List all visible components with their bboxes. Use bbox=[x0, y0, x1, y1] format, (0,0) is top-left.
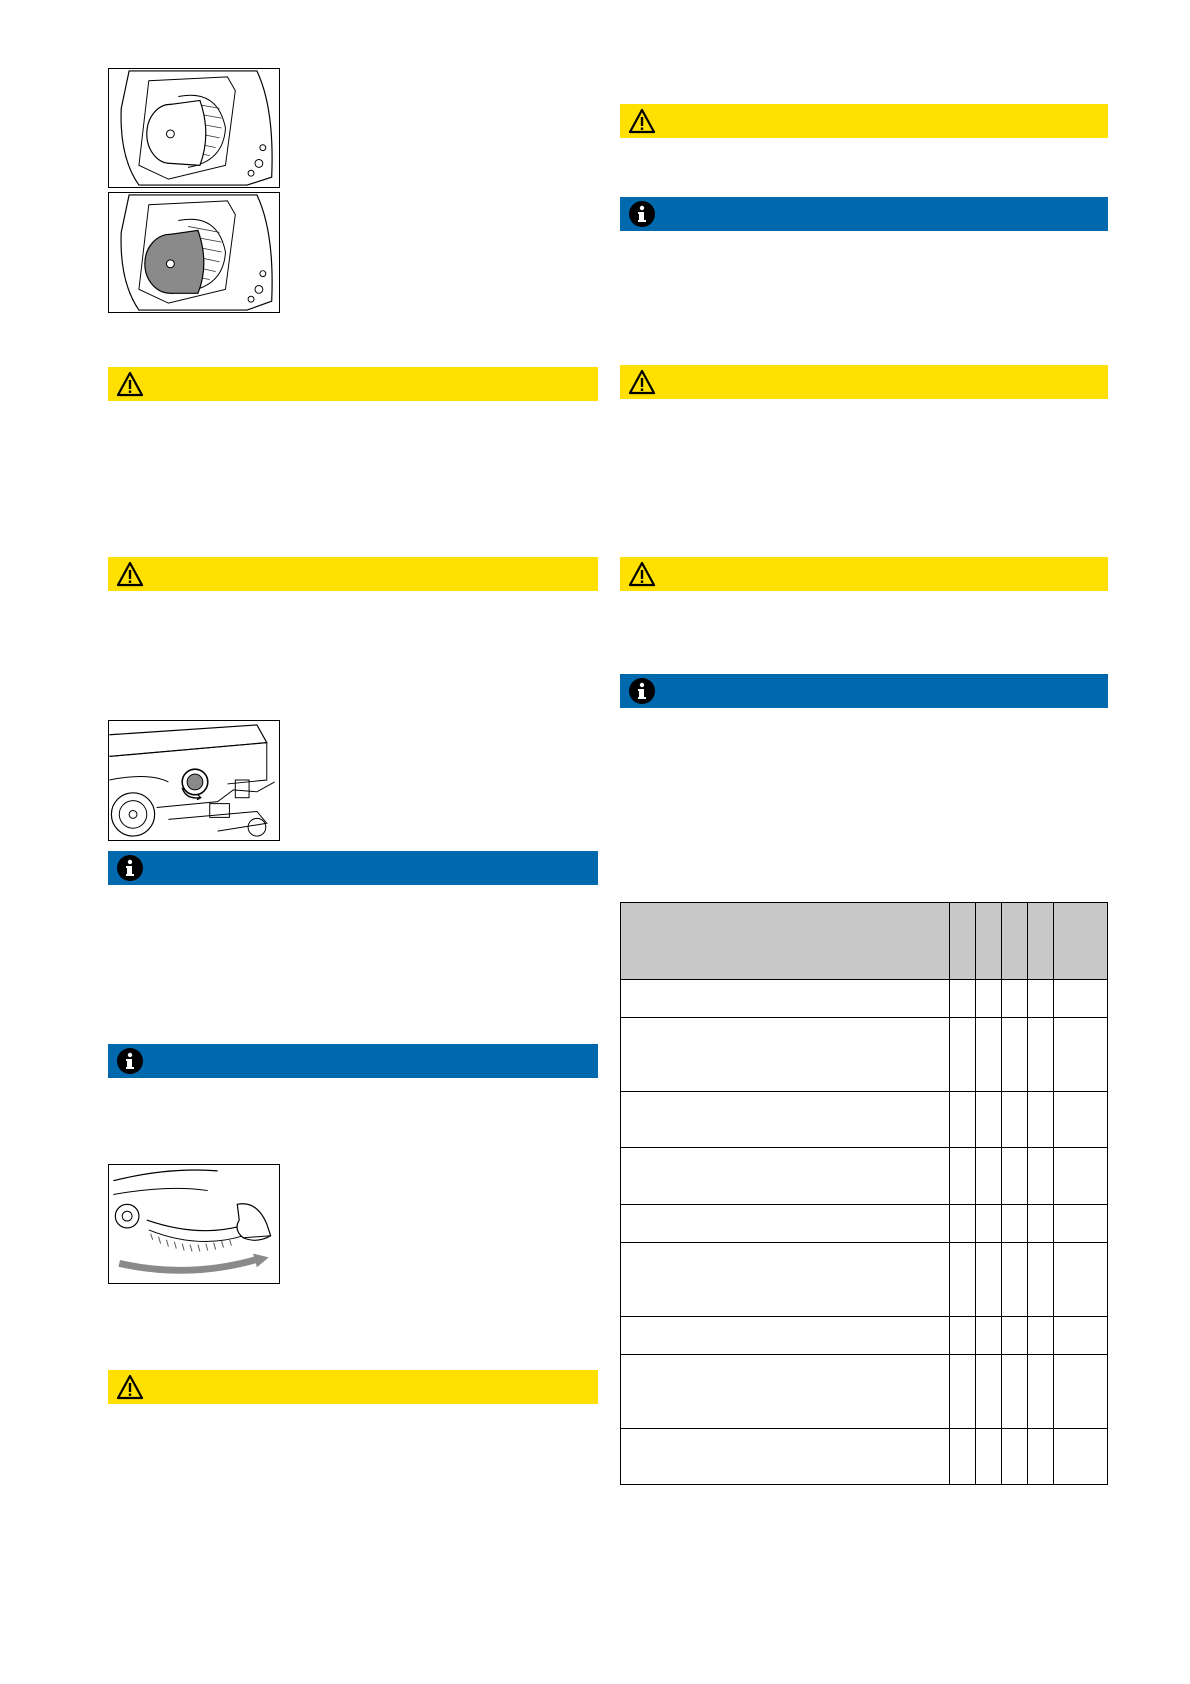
info-bar bbox=[108, 851, 598, 885]
table-row bbox=[621, 1243, 1108, 1317]
warning-bar bbox=[108, 1370, 598, 1404]
table-cell bbox=[1028, 1243, 1054, 1317]
table-cell bbox=[1028, 1355, 1054, 1429]
table-cell bbox=[621, 1355, 950, 1429]
table-cell bbox=[950, 980, 976, 1018]
figure-brush-foot bbox=[108, 1164, 280, 1284]
table-cell bbox=[1054, 980, 1108, 1018]
table-cell bbox=[976, 1092, 1002, 1148]
brush-foot-illustration bbox=[109, 1165, 279, 1283]
table-cell bbox=[950, 1317, 976, 1355]
table-cell bbox=[976, 1148, 1002, 1205]
table-cell bbox=[950, 1018, 976, 1092]
warning-triangle-icon bbox=[628, 560, 656, 588]
table-cell bbox=[1054, 1429, 1108, 1485]
table-row bbox=[621, 1355, 1108, 1429]
table-cell bbox=[1054, 1317, 1108, 1355]
table-cell bbox=[950, 1205, 976, 1243]
table-cell bbox=[950, 1092, 976, 1148]
table-cell bbox=[950, 1243, 976, 1317]
table-cell bbox=[1002, 1148, 1028, 1205]
table-cell bbox=[621, 1243, 950, 1317]
table-cell bbox=[1028, 1092, 1054, 1148]
table-cell bbox=[976, 1018, 1002, 1092]
table-cell bbox=[976, 1355, 1002, 1429]
info-icon bbox=[116, 854, 144, 882]
table-row bbox=[621, 1205, 1108, 1243]
figure-filter-housing-grey bbox=[108, 192, 280, 313]
info-icon bbox=[116, 1047, 144, 1075]
table-cell bbox=[621, 1317, 950, 1355]
table-row bbox=[621, 1148, 1108, 1205]
table-row bbox=[621, 980, 1108, 1018]
table-cell bbox=[1002, 980, 1028, 1018]
maintenance-table bbox=[620, 902, 1108, 1485]
table-cell bbox=[976, 980, 1002, 1018]
figure-rotary-knob bbox=[108, 720, 280, 841]
table-cell bbox=[1002, 1205, 1028, 1243]
warning-triangle-icon bbox=[628, 107, 656, 135]
table-cell bbox=[1028, 1205, 1054, 1243]
table-cell bbox=[1054, 1205, 1108, 1243]
table-cell bbox=[1054, 1092, 1108, 1148]
table-row bbox=[621, 1092, 1108, 1148]
table-cell bbox=[976, 1243, 1002, 1317]
info-icon bbox=[628, 677, 656, 705]
table-cell bbox=[976, 1429, 1002, 1485]
table-cell bbox=[950, 1429, 976, 1485]
warning-triangle-icon bbox=[116, 370, 144, 398]
table-cell bbox=[1002, 1355, 1028, 1429]
table-cell bbox=[621, 1148, 950, 1205]
table-cell bbox=[1028, 980, 1054, 1018]
table-cell bbox=[1054, 1355, 1108, 1429]
table-cell bbox=[950, 1148, 976, 1205]
info-bar bbox=[620, 674, 1108, 708]
table-cell bbox=[621, 1429, 950, 1485]
table-header-cell bbox=[1028, 903, 1054, 980]
machine-knob-illustration bbox=[109, 721, 279, 840]
table-cell bbox=[1054, 1243, 1108, 1317]
table-cell bbox=[950, 1355, 976, 1429]
table-cell bbox=[1028, 1018, 1054, 1092]
warning-bar bbox=[108, 367, 598, 401]
warning-bar bbox=[108, 557, 598, 591]
table-row bbox=[621, 1018, 1108, 1092]
table-row bbox=[621, 1317, 1108, 1355]
info-icon bbox=[628, 200, 656, 228]
warning-triangle-icon bbox=[116, 560, 144, 588]
table-cell bbox=[1002, 1018, 1028, 1092]
info-bar bbox=[620, 197, 1108, 231]
table-cell bbox=[1028, 1429, 1054, 1485]
table-cell bbox=[1028, 1317, 1054, 1355]
table-cell bbox=[1028, 1148, 1054, 1205]
table-header-cell bbox=[1054, 903, 1108, 980]
warning-bar bbox=[620, 557, 1108, 591]
table-cell bbox=[621, 1092, 950, 1148]
info-bar bbox=[108, 1044, 598, 1078]
table-header-cell bbox=[976, 903, 1002, 980]
table-cell bbox=[621, 1205, 950, 1243]
table-header-cell bbox=[1002, 903, 1028, 980]
table-cell bbox=[1002, 1317, 1028, 1355]
table-cell bbox=[621, 980, 950, 1018]
table-cell bbox=[1054, 1018, 1108, 1092]
figure-filter-housing-white bbox=[108, 68, 280, 188]
warning-triangle-icon bbox=[116, 1373, 144, 1401]
table-cell bbox=[976, 1317, 1002, 1355]
table-header-cell bbox=[621, 903, 950, 980]
vacuum-motor-filter-illustration bbox=[109, 69, 279, 187]
table-cell bbox=[1002, 1429, 1028, 1485]
table-cell bbox=[976, 1205, 1002, 1243]
table-cell bbox=[621, 1018, 950, 1092]
table-cell bbox=[1054, 1148, 1108, 1205]
warning-triangle-icon bbox=[628, 368, 656, 396]
warning-bar bbox=[620, 104, 1108, 138]
table-cell bbox=[1002, 1243, 1028, 1317]
warning-bar bbox=[620, 365, 1108, 399]
table-row bbox=[621, 1429, 1108, 1485]
table-header-row bbox=[621, 903, 1108, 980]
vacuum-motor-filter-illustration bbox=[109, 193, 279, 312]
table-cell bbox=[1002, 1092, 1028, 1148]
table-header-cell bbox=[950, 903, 976, 980]
